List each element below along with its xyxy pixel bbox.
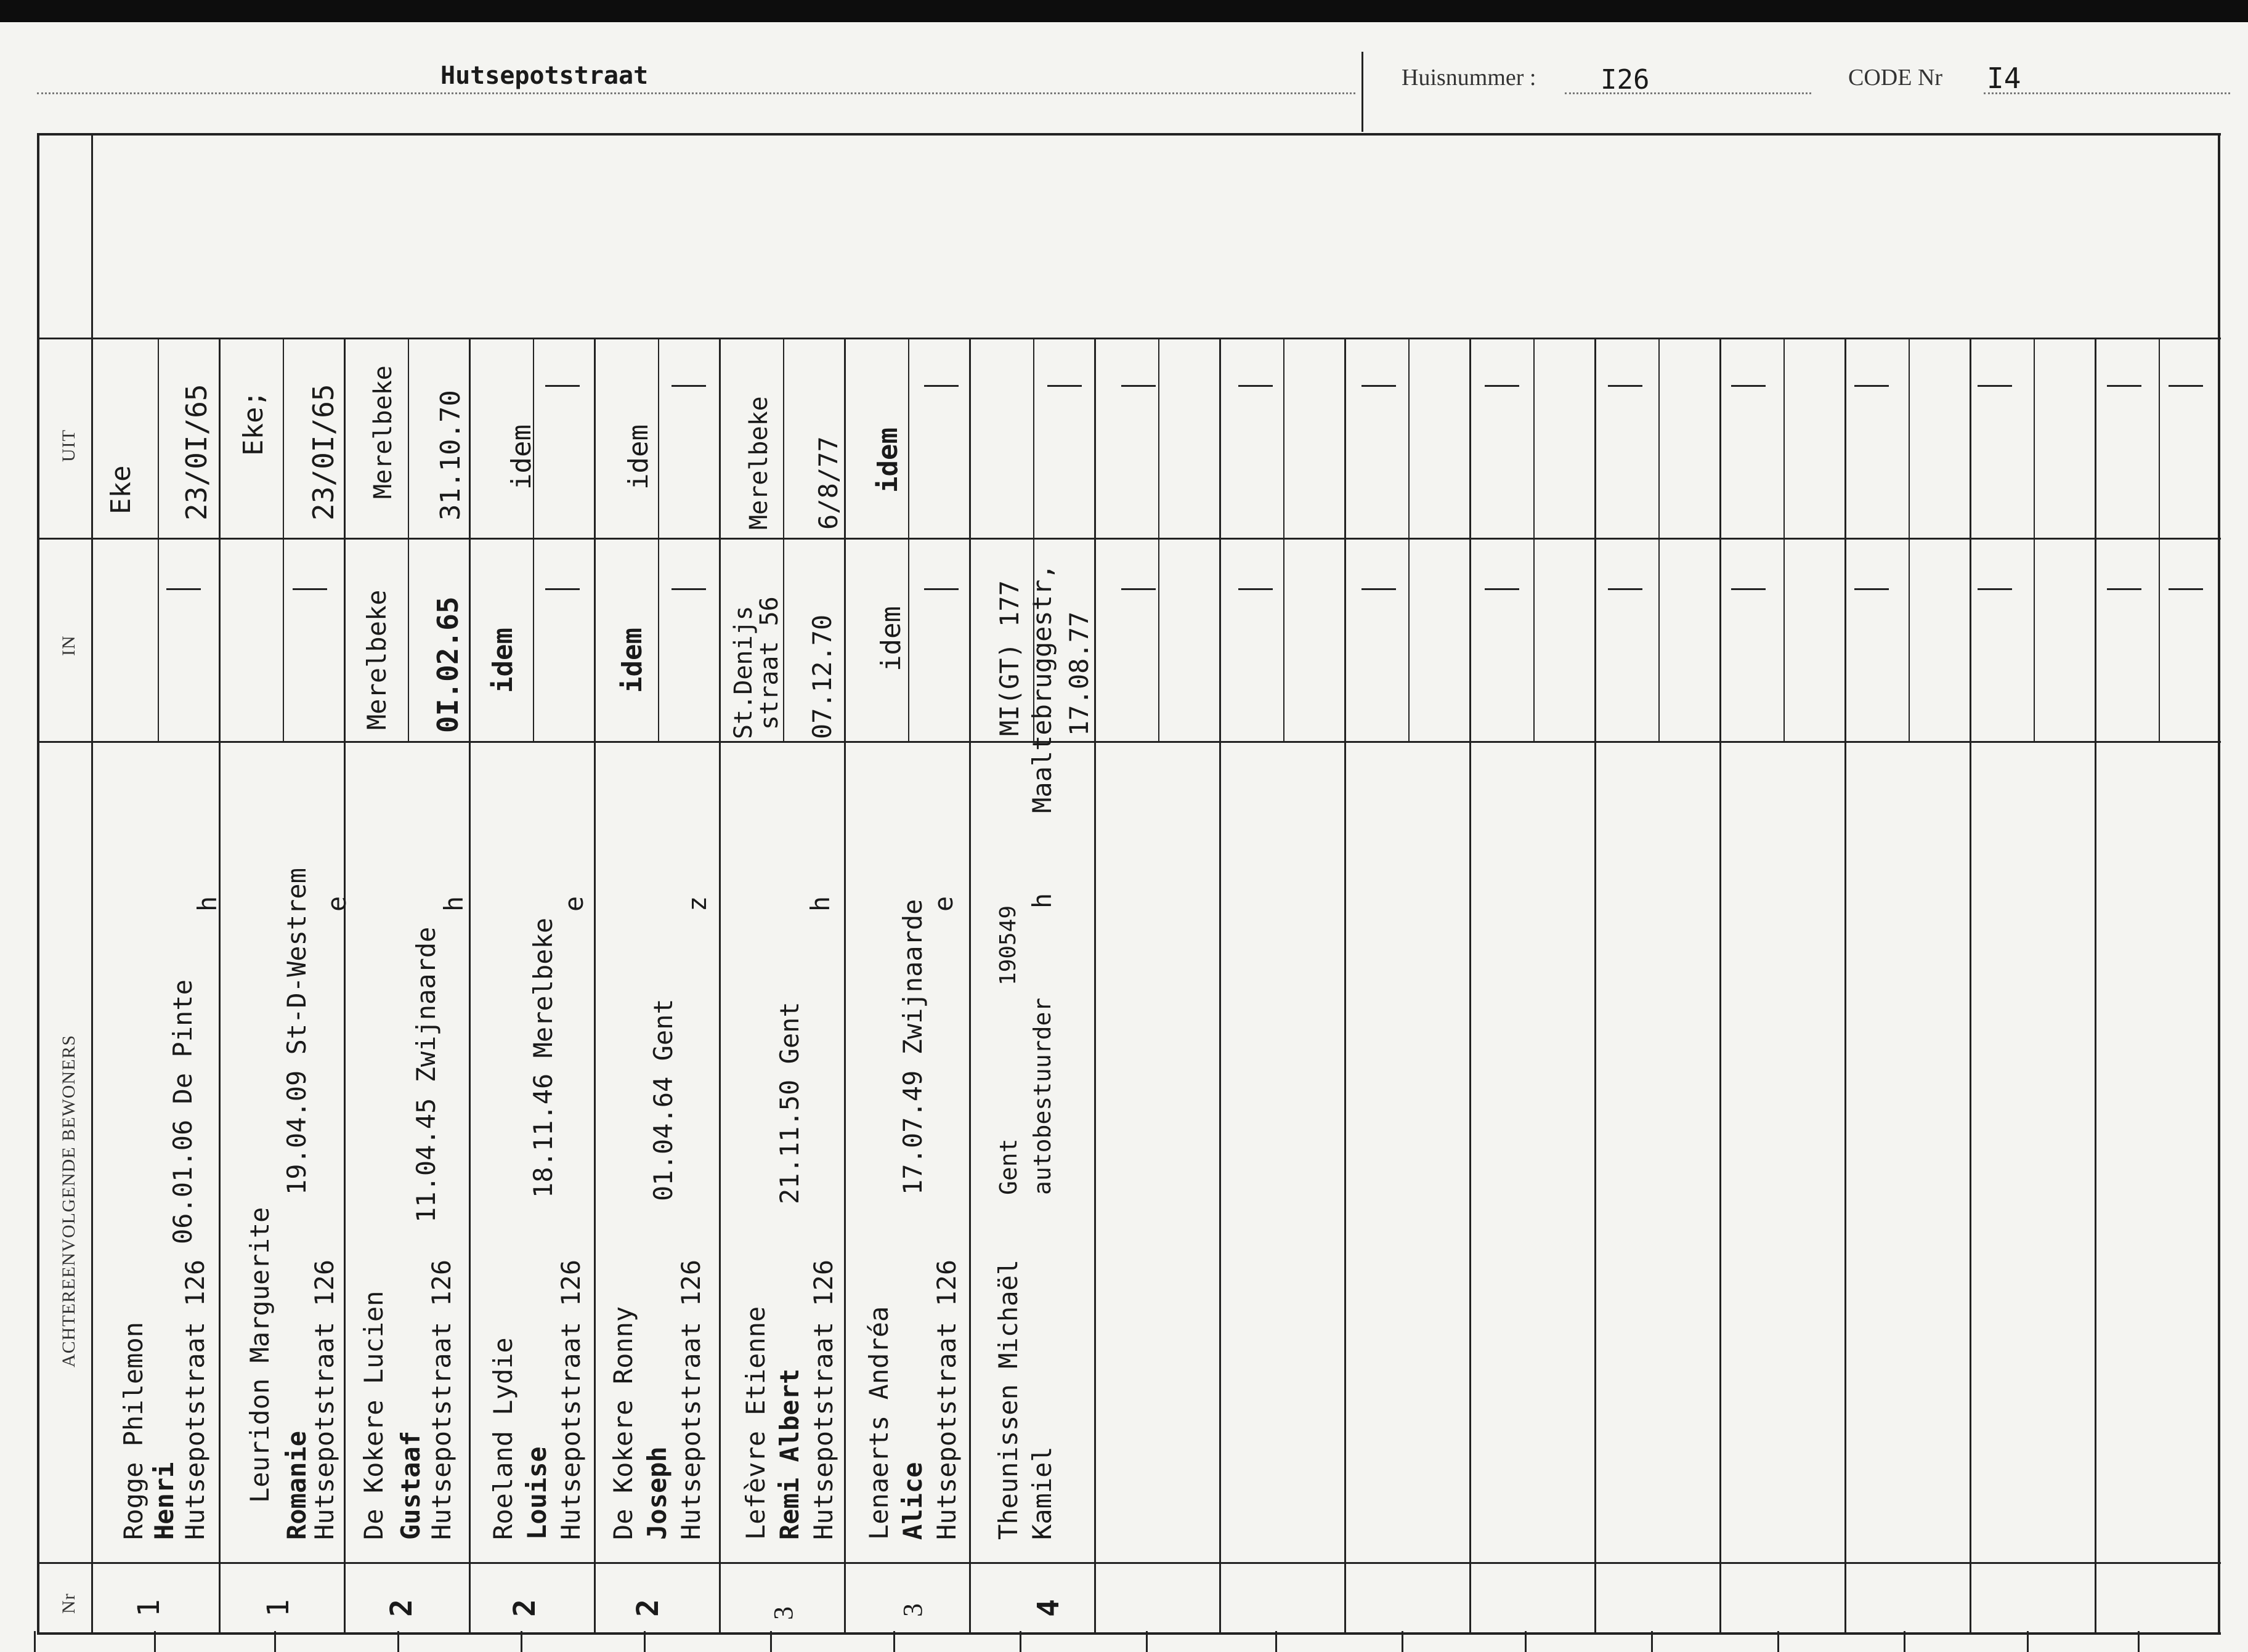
uit-value: 23/0I/65 [180, 384, 213, 520]
occupation: autobestuurder [1029, 997, 1056, 1195]
bewoner-line: Theunissen Michaël [993, 1259, 1023, 1540]
bewoner-line: Lenaerts Andréa [864, 1306, 894, 1540]
label-in: IN [59, 635, 79, 656]
in-value: idem [487, 628, 519, 693]
in-value: Maaltebruggestr, [1027, 564, 1057, 813]
row-nr: 2 [508, 1599, 542, 1617]
sex-mark: h [805, 896, 835, 912]
bewoner-line: Joseph [642, 1446, 672, 1540]
bewoner-line: Hutsepotstraat 126 [180, 1259, 210, 1540]
birth-info: 01.04.64 Gent [648, 998, 678, 1201]
code-number: I4 [1987, 62, 2021, 95]
row-nr: 4 [1031, 1599, 1066, 1617]
row-nr: 3 [768, 1606, 798, 1620]
uit-value: 23/0I/65 [307, 384, 340, 520]
row-nr: 2 [631, 1599, 665, 1617]
bewoner-line: Louise [522, 1446, 552, 1540]
birth-info: 19.04.09 St-D-Westrem [282, 867, 312, 1195]
in-value: 17.08.77 [1064, 611, 1094, 736]
bewoner-line: De Kokere Ronny [608, 1306, 638, 1540]
in-value: straat 56 [755, 596, 784, 730]
row-nr: 2 [384, 1599, 419, 1617]
bewoner-line: De Kokere Lucien [359, 1290, 389, 1540]
uit-value: Eke; [238, 391, 269, 456]
uit-value: idem [506, 424, 537, 490]
bewoner-line: Hutsepotstraat 126 [676, 1259, 706, 1540]
birth-info: 18.11.46 Merelbeke [528, 917, 558, 1198]
in-value: idem [617, 628, 648, 693]
birth-info: 190549 [996, 905, 1021, 986]
birth-info: 17.07.49 Zwijnaarde [898, 899, 928, 1195]
birth-info: 06.01.06 De Pinte [168, 979, 198, 1244]
row-nr: 3 [898, 1603, 928, 1617]
bewoner-line: Hutsepotstraat 126 [426, 1259, 456, 1540]
sex-mark: h [192, 896, 222, 912]
uit-value: idem [872, 427, 904, 493]
row-nr: 1 [261, 1599, 296, 1617]
label-nr: Nr [59, 1593, 79, 1614]
in-value: St.Denijs [729, 605, 758, 739]
uit-value: 6/8/77 [813, 436, 843, 530]
row-nr: 1 [132, 1599, 166, 1617]
street-dotted-line [37, 92, 1355, 94]
in-value: MI(GT) 177 [994, 580, 1025, 736]
house-number: I26 [1601, 64, 1650, 95]
sex-mark: e [928, 896, 959, 912]
bewoner-line: Rogge Philemon [118, 1321, 148, 1540]
in-value: 0I.02.65 [431, 596, 465, 733]
bewoner-line: Kamiel [1027, 1446, 1057, 1540]
sex-mark: z [682, 896, 712, 912]
label-bewoners: ACHTEREENVOLGENDE BEWONERS [59, 1034, 79, 1367]
house-number-label: Huisnummer : [1402, 65, 1536, 91]
sex-mark: e [322, 896, 352, 912]
bewoner-line: Hutsepotstraat 126 [931, 1259, 962, 1540]
bewoner-line: Henri [149, 1462, 179, 1540]
birth-info: 11.04.45 Zwijnaarde [411, 926, 441, 1223]
birth-info: 21.11.50 Gent [774, 1002, 805, 1204]
uit-value: idem [623, 424, 654, 490]
bewoner-line: Hutsepotstraat 126 [808, 1259, 838, 1540]
bewoner-line: Remi Albert [774, 1368, 805, 1540]
top-dark-band [0, 0, 2248, 22]
sex-mark: h [439, 896, 469, 912]
sex-mark: h [1027, 893, 1057, 909]
sex-mark: e [559, 896, 589, 912]
bewoner-line: Hutsepotstraat 126 [556, 1259, 586, 1540]
uit-value: 31.10.70 [435, 390, 466, 520]
bewoner-line: Romanie [282, 1430, 312, 1540]
uit-value: Merelbeke [369, 365, 397, 499]
in-value: idem [875, 606, 907, 671]
header-divider [1361, 52, 1363, 132]
bewoner-line: Hutsepotstraat 126 [309, 1259, 339, 1540]
in-value: 07.12.70 [807, 614, 837, 739]
bewoner-line: Alice [898, 1462, 928, 1540]
uit-value: Eke [105, 465, 137, 514]
bewoner-line: Leuridon Marguerite [245, 1207, 275, 1503]
code-label: CODE Nr [1848, 65, 1943, 91]
bewoner-line: Lefèvre Etienne [741, 1306, 771, 1540]
street-name: Hutsepotstraat [440, 62, 649, 90]
bewoner-line: Roeland Lydie [488, 1337, 518, 1540]
uit-value: Merelbeke [745, 396, 773, 530]
label-uit: UIT [59, 429, 79, 462]
in-value: Merelbeke [362, 589, 392, 730]
bewoner-line: Gustaaf [396, 1430, 426, 1540]
birth-place: Gent [995, 1138, 1022, 1195]
